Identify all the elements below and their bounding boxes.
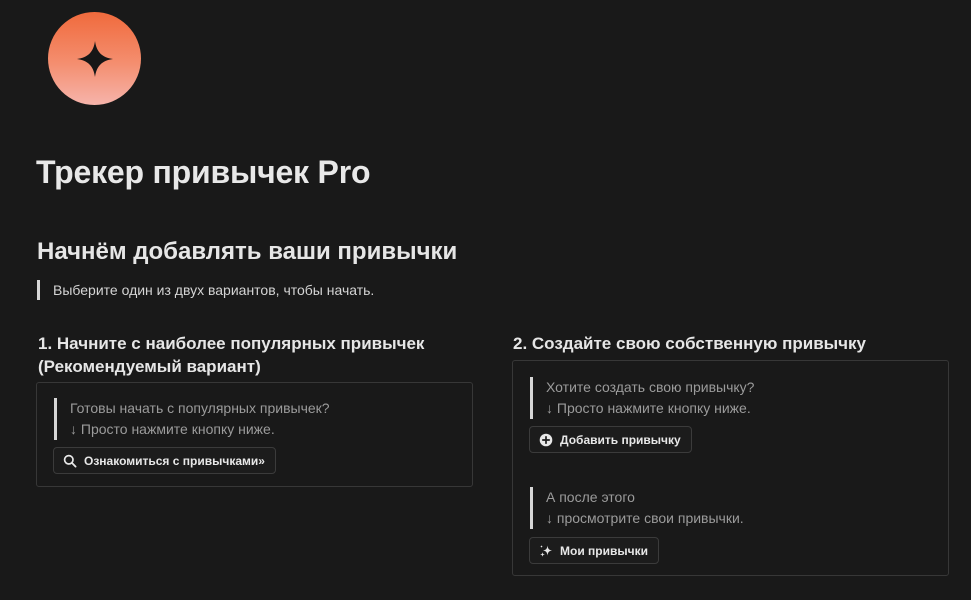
intro-quote: Выберите один из двух вариантов, чтобы начать. <box>37 280 374 300</box>
option2-card <box>512 360 949 576</box>
add-habit-button-label: Добавить привычку <box>560 432 681 447</box>
option2-quote-create <box>530 377 754 419</box>
option2-quote2-line2: ↓ просмотрите свои привычки. <box>546 510 744 526</box>
option1-quote-line1: Готовы начать с популярных привычек? <box>70 400 330 416</box>
sparkles-icon <box>539 544 553 558</box>
app-logo <box>48 12 141 105</box>
option1-heading: 1. Начните с наиболее популярных привычек (Рекомендуемый вариант) <box>38 334 425 376</box>
plus-circle-icon <box>539 433 553 447</box>
option2-quote2-line1: А после этого <box>546 489 635 505</box>
my-habits-button[interactable] <box>529 537 659 564</box>
section-heading: Начнём добавлять ваши привычки <box>37 238 458 265</box>
browse-habits-button[interactable] <box>53 447 276 474</box>
browse-habits-button-label: Ознакомиться с привычками» <box>84 453 265 468</box>
option1-card <box>36 382 473 487</box>
option1-quote-line2: ↓ Просто нажмите кнопку ниже. <box>70 421 275 437</box>
option2-heading: 2. Создайте свою собственную привычку <box>513 334 867 353</box>
page-title: Трекер привычек Pro <box>36 154 371 190</box>
sparkle-star-icon <box>75 39 115 79</box>
search-icon <box>63 454 77 468</box>
my-habits-button-label: Мои привычки <box>560 543 648 558</box>
add-habit-button[interactable] <box>529 426 692 453</box>
option2-quote1-line1: Хотите создать свою привычку? <box>546 379 755 395</box>
option2-quote-view <box>530 487 744 529</box>
option1-quote <box>54 398 330 440</box>
option2-quote1-line2: ↓ Просто нажмите кнопку ниже. <box>546 400 751 416</box>
